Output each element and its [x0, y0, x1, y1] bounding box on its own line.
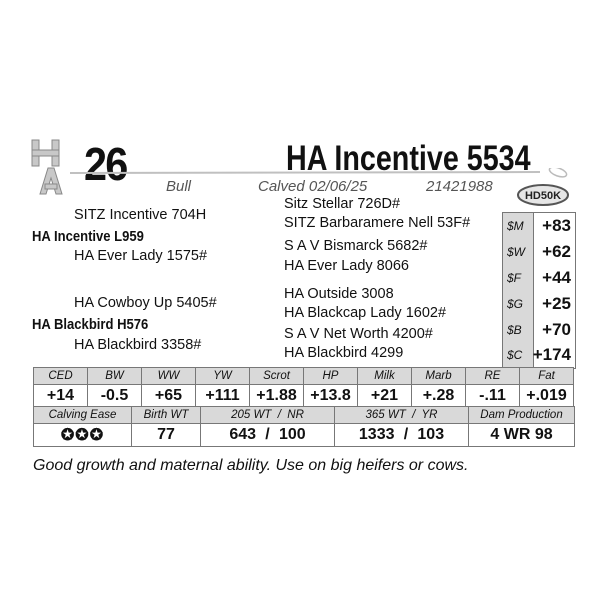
dam-production-label: Dam Production	[469, 407, 575, 424]
pedigree-extended-item: SITZ Barbaramere Nell 53F#	[284, 215, 471, 231]
epd-value: +65	[142, 385, 196, 408]
index-label: $W	[507, 245, 525, 259]
yearling-weight-value: 1333	[358, 426, 395, 443]
epd-value: +111	[196, 385, 250, 408]
index-row-b	[503, 317, 575, 343]
yearling-weight-ratio: 103	[417, 426, 445, 443]
bull-comment: Good growth and maternal ability. Use on big heifers or cows.	[33, 457, 469, 474]
index-value: +70	[542, 320, 571, 339]
lot-number: 26	[84, 138, 127, 190]
calving-ease-label: Calving Ease	[34, 407, 132, 424]
yearling-weight-separator: /	[403, 426, 409, 443]
index-row-f	[503, 265, 575, 291]
gender-label: Bull	[166, 178, 192, 195]
pedigree-extended-item: HA Blackcap Lady 1602#	[284, 305, 447, 321]
epd-label: HP	[304, 368, 358, 385]
yearling-weight-cell	[335, 424, 469, 447]
pedigree-extended-item: Sitz Stellar 726D#	[284, 196, 401, 212]
index-value: +44	[542, 268, 571, 287]
index-label: $M	[507, 219, 524, 233]
epd-value: -0.5	[88, 385, 142, 408]
epd-value: -.11	[466, 385, 520, 408]
index-label: $F	[507, 271, 522, 285]
ha-brand-logo	[30, 138, 78, 196]
dam-production-value: 4 WR 98	[469, 424, 575, 447]
index-value: +83	[542, 216, 571, 235]
index-label: $G	[507, 297, 524, 311]
epd-table	[33, 367, 574, 408]
bull-name: HA Incentive 5534	[286, 139, 531, 178]
epd-value: +.019	[520, 385, 574, 408]
weaning-weight-separator: /	[265, 426, 270, 443]
registration-number: 21421988	[426, 178, 493, 195]
hd50k-badge-text: HD50K	[524, 190, 562, 202]
pedigree-sire-sire: SITZ Incentive 704H	[74, 207, 207, 223]
weaning-weight-label: 205 WT / NR	[201, 407, 335, 424]
index-row-c	[503, 342, 575, 368]
epd-value: +.28	[412, 385, 466, 408]
index-label: $B	[507, 323, 522, 337]
index-value: +174	[532, 345, 571, 364]
pedigree-extended-item: HA Blackbird 4299	[284, 345, 404, 361]
dollar-index-box	[502, 212, 576, 369]
index-label: $C	[507, 348, 523, 362]
pedigree-extended-item: HA Ever Lady 8066	[284, 258, 409, 274]
index-row-m	[503, 213, 575, 239]
pedigree-sire: HA Incentive L959	[32, 229, 144, 245]
epd-value: +1.88	[250, 385, 304, 408]
epd-label: Marb	[412, 368, 466, 385]
birth-weight-label: Birth WT	[132, 407, 201, 424]
epd-value: +13.8	[304, 385, 358, 408]
index-value: +62	[542, 242, 571, 261]
weaning-weight-ratio: 100	[278, 426, 306, 443]
weaning-weight-value: 643	[229, 426, 257, 443]
pedigree-extended-item: S A V Net Worth 4200#	[284, 326, 433, 342]
epd-label: YW	[196, 368, 250, 385]
pedigree-extended-item: S A V Bismarck 5682#	[284, 238, 428, 254]
epd-value: +21	[358, 385, 412, 408]
index-row-g	[503, 291, 575, 317]
performance-table	[33, 406, 575, 447]
pedigree-dam: HA Blackbird H576	[32, 317, 149, 333]
weaning-weight-cell	[201, 424, 335, 447]
birth-weight-value: 77	[132, 424, 201, 447]
calving-ease-stars: ✪✪✪	[34, 424, 132, 447]
hd50k-badge	[516, 183, 570, 207]
pedigree-dam-dam: HA Blackbird 3358#	[74, 337, 202, 353]
pedigree-sire-dam: HA Ever Lady 1575#	[74, 248, 208, 264]
yearling-weight-label: 365 WT / YR	[335, 407, 469, 424]
epd-label: BW	[88, 368, 142, 385]
pedigree-extended-item: HA Outside 3008	[284, 286, 394, 302]
epd-label: Scrot	[250, 368, 304, 385]
epd-label: RE	[466, 368, 520, 385]
calved-date: Calved 02/06/25	[258, 178, 368, 195]
index-row-w	[503, 239, 575, 265]
index-value: +25	[542, 294, 571, 313]
epd-label: Milk	[358, 368, 412, 385]
epd-value: +14	[34, 385, 88, 408]
epd-label: Fat	[520, 368, 574, 385]
epd-label: WW	[142, 368, 196, 385]
pedigree-dam-sire: HA Cowboy Up 5405#	[74, 295, 217, 311]
epd-label: CED	[34, 368, 88, 385]
